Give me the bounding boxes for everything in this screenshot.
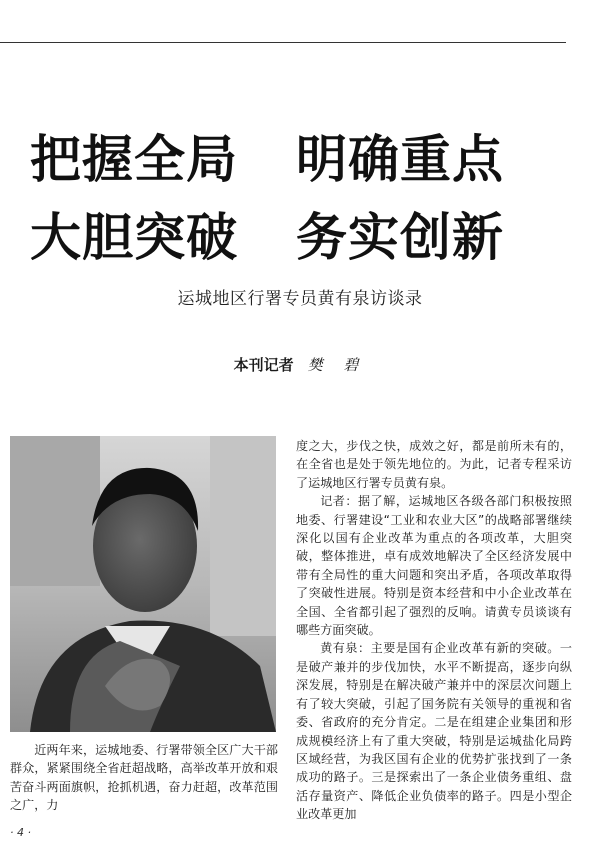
byline-author: 樊 碧 [307,356,367,374]
headline-phrase: 大胆突破 [30,209,239,268]
article-subtitle: 运城地区行署专员黄有泉访谈录 [177,289,423,309]
portrait-illustration [10,436,276,732]
headline-phrase: 务实创新 [296,209,505,268]
byline [0,354,600,375]
paragraph: 近两年来，运城地委、行署带领全区广大干部群众，紧紧围绕全省赶超战略，高举改革开放和艰苦奋斗两面旗帜，抢抓机遇，奋力赶超，改革范围之广，力 [10,743,278,813]
headline-line-1 [30,118,570,192]
headline-phrase: 明确重点 [296,131,505,190]
paragraph: 黄有泉：主要是国有企业改革有新的突破。一是破产兼并的步伐加快，水平不断提高，逐步向纵深发展，特别是在解决破产兼并中的深层次问题上有了较大突破，引起了国务院有关领导的重视和省委、省政府的充分肯定。二是在组建企业集团和形成规模经济上有了重大突破，特别是运城盐化局跨区域经营，为我区国有企业的优势扩张找到了一条成功的路子。三是探索出了一条企业债务重组、盘活存量资产、降低企业负债率的路子。四是小型企业改革更加 [296,641,572,822]
headline-line-2 [30,196,570,270]
byline-label: 本刊记者 [233,356,294,374]
headline-phrase: 把握全局 [30,131,239,190]
portrait-photo [10,436,276,732]
left-column [10,741,278,815]
top-rule [0,42,566,43]
page-number: · 4 · [10,826,31,839]
right-column [296,437,572,824]
paragraph: 度之大，步伐之快，成效之好，都是前所未有的，在全省也是处于领先地位的。为此，记者专程采访了运城地区行署专员黄有泉。 [296,439,572,490]
paragraph: 记者：据了解，运城地区各级各部门积极按照地委、行署建设“工业和农业大区”的战略部署继续深化以国有企业改革为重点的各项改革，大胆突破，整体推进，卓有成效地解决了全区经济发展中带有全局性的重大问题和突出矛盾，各项改革取得了突破性进展。特别是资本经营和中小企业改革在全国、全省都引起了强烈的反响。请黄专员谈谈有哪些方面突破。 [296,494,572,638]
